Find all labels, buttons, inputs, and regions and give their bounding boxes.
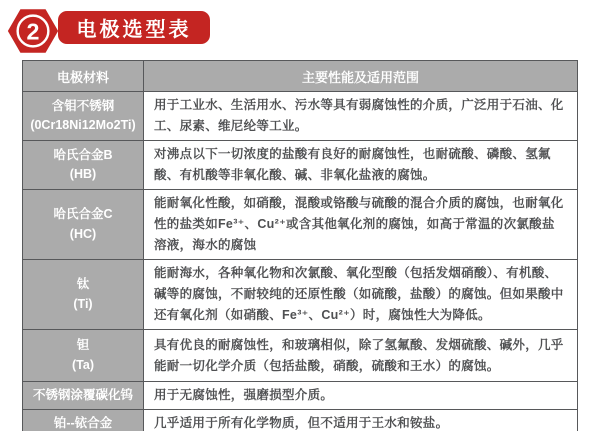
table-row (23, 141, 578, 190)
material-cell (23, 410, 144, 431)
material-name: 哈氏合金C (53, 207, 113, 222)
step-number-badge (5, 4, 61, 58)
description-cell: 具有优良的耐腐蚀性，和玻璃相似，除了氢氟酸、发烟硫酸、碱外，几乎能耐一切化学介质（包括盐酸，硝酸，硫酸和王水）的腐蚀。 (144, 330, 578, 382)
table-row (23, 410, 578, 431)
material-cell (23, 141, 144, 190)
material-cell (23, 382, 144, 410)
material-name: 不锈钢涂覆碳化钨 (32, 387, 133, 402)
description-cell: 用于无腐蚀性，强磨损型介质。 (144, 382, 578, 410)
table-row (23, 92, 578, 141)
title-row (0, 0, 600, 58)
header-performance: 主要性能及适用范围 (144, 61, 578, 92)
material-code: (HB) (69, 167, 97, 181)
material-name: 钽 (76, 338, 90, 353)
table-header-row (23, 61, 578, 92)
material-name: 钛 (76, 277, 90, 292)
badge-number: 2 (26, 18, 40, 45)
material-cell (23, 190, 144, 260)
table-row (23, 330, 578, 382)
table-row (23, 190, 578, 260)
table-row (23, 382, 578, 410)
description-cell: 对沸点以下一切浓度的盐酸有良好的耐腐蚀性，也耐硫酸、磷酸、氢氟酸、有机酸等非氧化酸、碱、非氧化盐液的腐蚀。 (144, 141, 578, 190)
description-cell: 能耐氧化性酸，如硝酸，混酸或铬酸与硫酸的混合介质的腐蚀，也耐氧化性的盐类如Fe³⁺、Cu²⁺或含其他氧化剂的腐蚀，如高于常温的次氯酸盐溶液，海水的腐蚀 (144, 190, 578, 260)
electrode-selection-table (22, 60, 578, 431)
material-name: 哈氏合金B (53, 147, 113, 162)
section-title-pill (58, 11, 210, 44)
material-code: (HC) (69, 226, 97, 241)
section-title: 电极选型表 (76, 19, 192, 41)
material-code: (0Cr18Ni12Mo2Ti) (30, 118, 136, 132)
material-cell (23, 92, 144, 141)
description-cell: 用于工业水、生活用水、污水等具有弱腐蚀性的介质，广泛用于石油、化工、尿素、维尼纶等工业。 (144, 92, 578, 141)
material-cell (23, 260, 144, 330)
material-name: 含钼不锈钢 (51, 98, 115, 113)
material-name: 铂--铱合金 (53, 415, 113, 430)
material-code: (Ta) (72, 357, 94, 372)
material-code: (Ti) (73, 296, 93, 311)
material-cell (23, 330, 144, 382)
description-cell: 能耐海水，各种氧化物和次氯酸、氧化型酸（包括发烟硝酸）、有机酸、碱等的腐蚀，不耐较纯的还原性酸（如硫酸，盐酸）的腐蚀。但如果酸中还有氧化剂（如硝酸、Fe³⁺、Cu²⁺）时，腐蚀性大为降低。 (144, 260, 578, 330)
table-row (23, 260, 578, 330)
description-cell: 几乎适用于所有化学物质，但不适用于王水和铵盐。 (144, 410, 578, 431)
header-material: 电极材料 (23, 61, 144, 92)
